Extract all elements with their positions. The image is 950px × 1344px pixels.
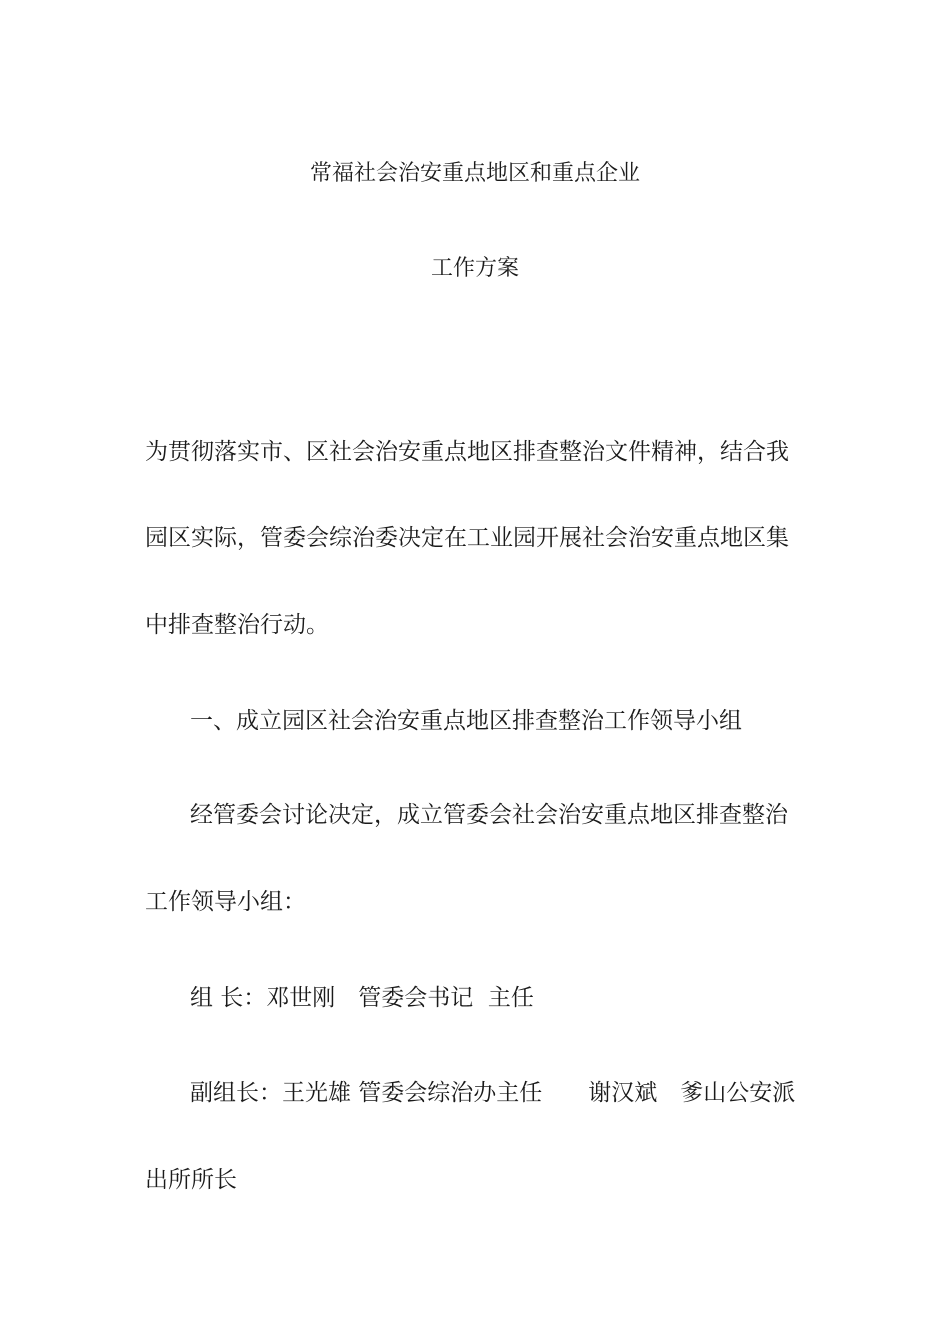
deputy-leader-line: 副组长：王光雄 管委会综治办主任 谢汉斌 爹山公安派 — [190, 1080, 796, 1106]
body-text-line: 园区实际，管委会综治委决定在工业园开展社会治安重点地区集 — [145, 525, 789, 551]
body-text-line: 中排查整治行动。 — [145, 612, 329, 638]
document-title-line-2: 工作方案 — [430, 256, 519, 281]
document-title-line-1: 常福社会治安重点地区和重点企业 — [309, 161, 640, 186]
body-text-line: 经管委会讨论决定，成立管委会社会治安重点地区排查整治 — [190, 802, 788, 828]
leader-line: 组 长：邓世刚 管委会书记 主任 — [190, 985, 534, 1011]
body-text-line: 为贯彻落实市、区社会治安重点地区排查整治文件精神，结合我 — [145, 439, 789, 465]
body-text-line: 出所所长 — [145, 1167, 237, 1193]
body-text-line: 工作领导小组： — [145, 889, 306, 915]
section-heading: 一、成立园区社会治安重点地区排查整治工作领导小组 — [190, 708, 742, 734]
